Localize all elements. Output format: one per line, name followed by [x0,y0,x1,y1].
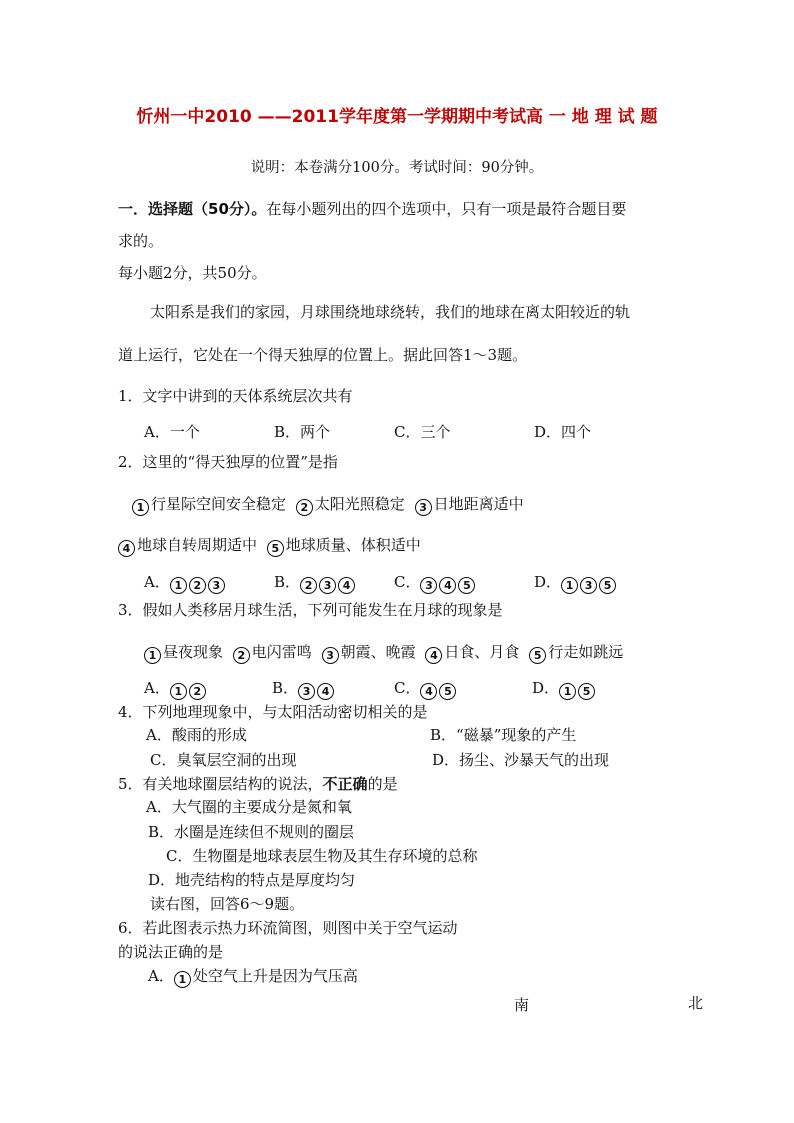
q5-option-c: C．生物圈是地球表层生物及其生存环境的总称 [166,847,478,865]
circled-number-4: 4 [118,540,135,557]
q3-item-1: 昼夜现象 [163,643,224,661]
circled-number-1: 1 [174,971,191,988]
q2-option-d: D． 1 3 5 [534,572,618,594]
q4-option-b: B．“磁暴”现象的产生 [430,726,577,744]
q3-option-c: C． 4 5 [394,678,458,700]
circled-number-3: 3 [415,499,432,516]
q5-stem: 5．有关地球圈层结构的说法，不正确的是 [118,775,398,793]
q2-option-c: C． 3 4 5 [394,572,477,594]
q2-item-2: 太阳光照稳定 [314,495,405,513]
circled-number-2: 2 [296,499,313,516]
circled-number-5: 5 [267,540,284,557]
circled-number-3: 3 [322,647,339,664]
passage2: 读右图，回答6～9题。 [150,895,305,913]
q4-option-d: D．扬尘、沙暴天气的出现 [432,751,610,769]
q3-stem: 3．假如人类移居月球生活，下列可能发生在月球的现象是 [118,601,503,619]
q3-item-5: 行走如跳远 [548,643,624,661]
q2-option-a: A． 1 2 3 [144,572,227,594]
q3-item-3: 朝霞、晚霞 [340,643,416,661]
q2-item-3: 日地距离适中 [433,495,524,513]
q1-option-c: C．三个 [394,423,451,441]
passage1-line2: 道上运行，它处在一个得天独厚的位置上。据此回答1～3题。 [118,346,528,364]
q2-item-1: 行星际空间安全稳定 [151,495,287,513]
q3-option-a: A． 1 2 [144,678,208,700]
q1-option-b: B．两个 [274,423,331,441]
q2-items-row2 [118,535,426,557]
section-desc: 在每小题列出的四个选项中，只有一项是最符合题目要 [266,200,627,218]
exam-note: 说明：本卷满分100分。考试时间：90分钟。 [250,160,544,176]
section-heading [118,199,626,219]
q2-item-5: 地球质量、体积适中 [285,536,421,554]
q3-item-4: 日食、月食 [444,643,520,661]
q3-items [144,642,628,664]
q5-option-a: A．大气圈的主要成分是氮和氧 [146,798,352,816]
q3-option-d: D． 1 5 [532,678,597,700]
q2-item-4: 地球自转周期适中 [137,536,258,554]
q1-option-a: A．一个 [144,423,200,441]
figure-label-north: 北 [688,994,704,1012]
q2-option-b: B． 2 3 4 [274,572,357,594]
section-score: 每小题2分，共50分。 [118,264,267,282]
section-desc-line2: 求的。 [118,232,164,250]
q3-option-b: B． 3 4 [272,678,336,700]
q6-stem-line1: 6．若此图表示热力环流简图，则图中关于空气运动 [118,919,458,937]
circled-number-2: 2 [233,647,250,664]
q3-item-2: 电闪雷鸣 [251,643,312,661]
passage1-line1: 太阳系是我们的家园，月球围绕地球绕转，我们的地球在离太阳较近的轨 [150,303,631,321]
circled-number-4: 4 [425,647,442,664]
q2-stem: 2．这里的“得天独厚的位置”是指 [118,453,338,471]
q5-option-b: B．水圈是连续但不规则的圈层 [148,823,355,841]
q1-option-d: D．四个 [534,423,592,441]
q5-emphasis: 不正确 [322,775,368,793]
circled-number-5: 5 [529,647,546,664]
q1-stem: 1．文字中讲到的天体系统层次共有 [118,387,353,405]
q4-option-a: A．酸雨的形成 [146,726,247,744]
section-title: 一．选择题（50分）。 [118,200,267,218]
q4-option-c: C．臭氧层空洞的出现 [150,751,297,769]
q6-option-a: A． 1 处空气上升是因为气压高 [148,967,358,986]
q5-option-d: D．地壳结构的特点是厚度均匀 [148,871,356,889]
q4-stem: 4．下列地理现象中，与太阳活动密切相关的是 [118,703,428,721]
q6-stem-line2: 的说法正确的是 [118,943,224,961]
circled-number-1: 1 [144,647,161,664]
q2-items-row1 [132,494,529,516]
exam-title: 忻州一中2010 ——2011学年度第一学期期中考试高 一 地 理 试 题 [136,107,658,127]
figure-label-south: 南 [514,996,530,1014]
circled-number-1: 1 [132,499,149,516]
